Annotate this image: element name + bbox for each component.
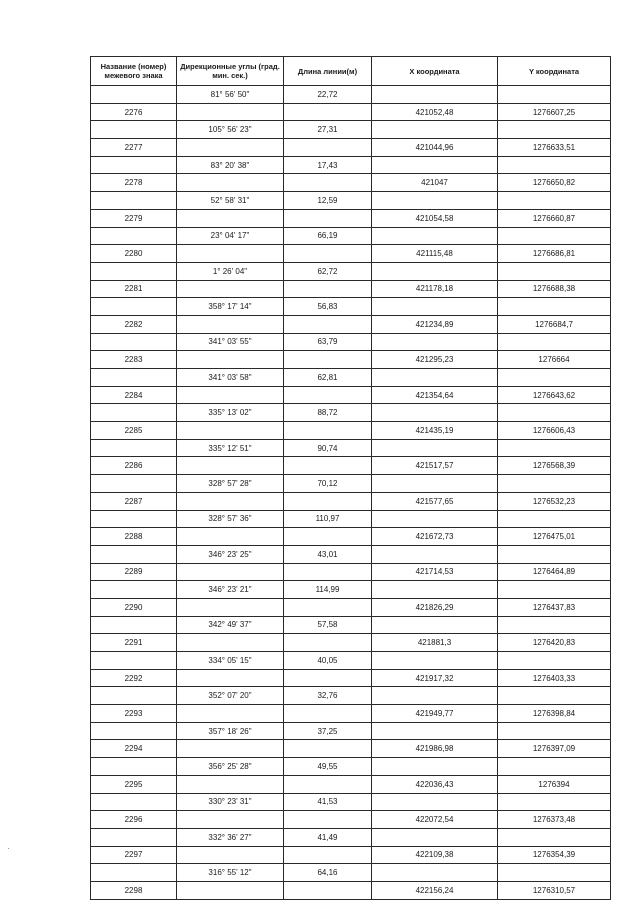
- point-name: 2284: [91, 386, 177, 404]
- point-name: 2295: [91, 775, 177, 793]
- empty-cell: [177, 174, 284, 192]
- empty-cell: [372, 864, 498, 882]
- empty-cell: [91, 828, 177, 846]
- point-x: 421986,98: [372, 740, 498, 758]
- empty-cell: [498, 722, 611, 740]
- segment-length: 63,79: [284, 333, 372, 351]
- scan-dot: [8, 848, 9, 849]
- empty-cell: [177, 280, 284, 298]
- point-name: 2277: [91, 139, 177, 157]
- point-row: [91, 315, 611, 333]
- empty-cell: [91, 758, 177, 776]
- empty-cell: [91, 722, 177, 740]
- empty-cell: [284, 103, 372, 121]
- empty-cell: [177, 422, 284, 440]
- point-x: 422156,24: [372, 881, 498, 899]
- segment-angle: 332° 36' 27": [177, 828, 284, 846]
- empty-cell: [284, 669, 372, 687]
- segment-angle: 328° 57' 36": [177, 510, 284, 528]
- point-name: 2289: [91, 563, 177, 581]
- empty-cell: [498, 545, 611, 563]
- empty-cell: [498, 616, 611, 634]
- point-name: 2288: [91, 528, 177, 546]
- empty-cell: [177, 634, 284, 652]
- empty-cell: [177, 563, 284, 581]
- empty-cell: [91, 369, 177, 387]
- segment-row: [91, 86, 611, 104]
- table-header-row: [91, 57, 611, 86]
- empty-cell: [284, 422, 372, 440]
- empty-cell: [372, 581, 498, 599]
- empty-cell: [91, 298, 177, 316]
- empty-cell: [177, 740, 284, 758]
- point-y: 1276686,81: [498, 245, 611, 263]
- point-row: [91, 775, 611, 793]
- empty-cell: [498, 581, 611, 599]
- empty-cell: [91, 793, 177, 811]
- point-name: 2286: [91, 457, 177, 475]
- point-name: 2281: [91, 280, 177, 298]
- empty-cell: [91, 121, 177, 139]
- point-row: [91, 846, 611, 864]
- point-name: 2280: [91, 245, 177, 263]
- empty-cell: [498, 864, 611, 882]
- empty-cell: [284, 174, 372, 192]
- empty-cell: [91, 475, 177, 493]
- empty-cell: [177, 881, 284, 899]
- point-y: 1276650,82: [498, 174, 611, 192]
- empty-cell: [498, 793, 611, 811]
- point-y: 1276394: [498, 775, 611, 793]
- empty-cell: [91, 545, 177, 563]
- segment-row: [91, 828, 611, 846]
- empty-cell: [177, 457, 284, 475]
- empty-cell: [284, 775, 372, 793]
- segment-row: [91, 227, 611, 245]
- point-y: 1276607,25: [498, 103, 611, 121]
- segment-angle: 23° 04' 17": [177, 227, 284, 245]
- empty-cell: [372, 192, 498, 210]
- empty-cell: [284, 811, 372, 829]
- empty-cell: [284, 563, 372, 581]
- header-angles: Дирекционные углы (град. мин. сек.): [177, 57, 284, 86]
- point-x: 421234,89: [372, 315, 498, 333]
- point-x: 421517,57: [372, 457, 498, 475]
- segment-length: 56,83: [284, 298, 372, 316]
- point-y: 1276354,39: [498, 846, 611, 864]
- empty-cell: [91, 652, 177, 670]
- segment-length: 37,25: [284, 722, 372, 740]
- segment-length: 40,05: [284, 652, 372, 670]
- header-y: Y координата: [498, 57, 611, 86]
- point-row: [91, 705, 611, 723]
- segment-angle: 341° 03' 58": [177, 369, 284, 387]
- point-name: 2283: [91, 351, 177, 369]
- point-x: 421052,48: [372, 103, 498, 121]
- point-name: 2276: [91, 103, 177, 121]
- empty-cell: [284, 245, 372, 263]
- segment-angle: 346° 23' 25": [177, 545, 284, 563]
- empty-cell: [284, 598, 372, 616]
- segment-angle: 52° 58' 31": [177, 192, 284, 210]
- point-x: 421295,23: [372, 351, 498, 369]
- point-y: 1276643,62: [498, 386, 611, 404]
- empty-cell: [177, 811, 284, 829]
- point-row: [91, 351, 611, 369]
- segment-row: [91, 156, 611, 174]
- segment-length: 62,72: [284, 262, 372, 280]
- point-y: 1276420,83: [498, 634, 611, 652]
- point-x: 422109,38: [372, 846, 498, 864]
- point-row: [91, 174, 611, 192]
- segment-length: 27,31: [284, 121, 372, 139]
- empty-cell: [91, 404, 177, 422]
- point-row: [91, 492, 611, 510]
- empty-cell: [498, 298, 611, 316]
- point-x: 421044,96: [372, 139, 498, 157]
- point-x: 421714,53: [372, 563, 498, 581]
- point-row: [91, 386, 611, 404]
- segment-angle: 358° 17' 14": [177, 298, 284, 316]
- empty-cell: [177, 245, 284, 263]
- point-y: 1276633,51: [498, 139, 611, 157]
- empty-cell: [498, 758, 611, 776]
- point-y: 1276606,43: [498, 422, 611, 440]
- point-name: 2291: [91, 634, 177, 652]
- point-x: 421115,48: [372, 245, 498, 263]
- empty-cell: [498, 510, 611, 528]
- empty-cell: [372, 227, 498, 245]
- empty-cell: [91, 864, 177, 882]
- segment-length: 17,43: [284, 156, 372, 174]
- point-row: [91, 245, 611, 263]
- point-row: [91, 457, 611, 475]
- point-x: 422072,54: [372, 811, 498, 829]
- point-name: 2294: [91, 740, 177, 758]
- point-x: 421054,58: [372, 209, 498, 227]
- empty-cell: [91, 227, 177, 245]
- segment-angle: 328° 57' 28": [177, 475, 284, 493]
- segment-row: [91, 758, 611, 776]
- empty-cell: [372, 333, 498, 351]
- point-x: 421435,19: [372, 422, 498, 440]
- point-row: [91, 280, 611, 298]
- point-name: 2296: [91, 811, 177, 829]
- empty-cell: [91, 510, 177, 528]
- empty-cell: [284, 740, 372, 758]
- empty-cell: [177, 103, 284, 121]
- segment-row: [91, 510, 611, 528]
- point-y: 1276464,89: [498, 563, 611, 581]
- empty-cell: [284, 209, 372, 227]
- segment-angle: 341° 03' 55": [177, 333, 284, 351]
- segment-row: [91, 581, 611, 599]
- empty-cell: [177, 351, 284, 369]
- point-row: [91, 209, 611, 227]
- header-x: X координата: [372, 57, 498, 86]
- empty-cell: [284, 457, 372, 475]
- point-row: [91, 528, 611, 546]
- segment-length: 43,01: [284, 545, 372, 563]
- segment-angle: 335° 12' 51": [177, 439, 284, 457]
- empty-cell: [91, 333, 177, 351]
- empty-cell: [284, 528, 372, 546]
- point-y: 1276660,87: [498, 209, 611, 227]
- point-y: 1276397,09: [498, 740, 611, 758]
- point-name: 2298: [91, 881, 177, 899]
- point-row: [91, 422, 611, 440]
- empty-cell: [284, 705, 372, 723]
- empty-cell: [498, 439, 611, 457]
- empty-cell: [177, 528, 284, 546]
- empty-cell: [372, 545, 498, 563]
- segment-angle: 357° 18' 26": [177, 722, 284, 740]
- empty-cell: [372, 86, 498, 104]
- empty-cell: [372, 475, 498, 493]
- empty-cell: [177, 775, 284, 793]
- empty-cell: [372, 510, 498, 528]
- empty-cell: [177, 846, 284, 864]
- empty-cell: [91, 192, 177, 210]
- empty-cell: [372, 439, 498, 457]
- segment-angle: 334° 05' 15": [177, 652, 284, 670]
- segment-row: [91, 616, 611, 634]
- empty-cell: [498, 192, 611, 210]
- segment-angle: 352° 07' 20": [177, 687, 284, 705]
- empty-cell: [177, 139, 284, 157]
- segment-angle: 105° 56' 23": [177, 121, 284, 139]
- segment-angle: 330° 23' 31": [177, 793, 284, 811]
- point-name: 2290: [91, 598, 177, 616]
- empty-cell: [372, 262, 498, 280]
- empty-cell: [284, 846, 372, 864]
- segment-row: [91, 298, 611, 316]
- segment-angle: 346° 23' 21": [177, 581, 284, 599]
- segment-row: [91, 192, 611, 210]
- segment-row: [91, 439, 611, 457]
- header-name: Название (номер) межевого знака: [91, 57, 177, 86]
- point-y: 1276310,57: [498, 881, 611, 899]
- empty-cell: [498, 227, 611, 245]
- empty-cell: [177, 669, 284, 687]
- segment-row: [91, 722, 611, 740]
- empty-cell: [372, 828, 498, 846]
- point-y: 1276403,33: [498, 669, 611, 687]
- segment-row: [91, 687, 611, 705]
- point-row: [91, 139, 611, 157]
- table-body: [91, 86, 611, 900]
- point-name: 2297: [91, 846, 177, 864]
- empty-cell: [372, 156, 498, 174]
- segment-row: [91, 475, 611, 493]
- empty-cell: [284, 315, 372, 333]
- segment-angle: 83° 20' 38": [177, 156, 284, 174]
- empty-cell: [177, 492, 284, 510]
- empty-cell: [372, 121, 498, 139]
- point-row: [91, 598, 611, 616]
- empty-cell: [372, 687, 498, 705]
- coordinates-table: [90, 56, 611, 900]
- segment-length: 110,97: [284, 510, 372, 528]
- empty-cell: [284, 881, 372, 899]
- empty-cell: [284, 351, 372, 369]
- segment-angle: 81° 56' 50": [177, 86, 284, 104]
- empty-cell: [91, 86, 177, 104]
- point-x: 421917,32: [372, 669, 498, 687]
- point-x: 421881,3: [372, 634, 498, 652]
- point-y: 1276373,48: [498, 811, 611, 829]
- point-y: 1276664: [498, 351, 611, 369]
- point-name: 2293: [91, 705, 177, 723]
- point-x: 421826,29: [372, 598, 498, 616]
- segment-length: 90,74: [284, 439, 372, 457]
- empty-cell: [498, 333, 611, 351]
- empty-cell: [91, 581, 177, 599]
- segment-length: 62,81: [284, 369, 372, 387]
- point-y: 1276684,7: [498, 315, 611, 333]
- point-row: [91, 563, 611, 581]
- segment-row: [91, 864, 611, 882]
- point-x: 421354,64: [372, 386, 498, 404]
- empty-cell: [284, 634, 372, 652]
- segment-row: [91, 262, 611, 280]
- segment-row: [91, 404, 611, 422]
- empty-cell: [498, 687, 611, 705]
- segment-length: 22,72: [284, 86, 372, 104]
- empty-cell: [498, 475, 611, 493]
- segment-length: 66,19: [284, 227, 372, 245]
- empty-cell: [91, 439, 177, 457]
- empty-cell: [177, 386, 284, 404]
- empty-cell: [372, 616, 498, 634]
- segment-length: 64,16: [284, 864, 372, 882]
- point-row: [91, 811, 611, 829]
- segment-angle: 356° 25' 28": [177, 758, 284, 776]
- empty-cell: [372, 758, 498, 776]
- empty-cell: [91, 616, 177, 634]
- segment-row: [91, 545, 611, 563]
- segment-length: 70,12: [284, 475, 372, 493]
- point-y: 1276398,84: [498, 705, 611, 723]
- point-x: 422036,43: [372, 775, 498, 793]
- point-y: 1276688,38: [498, 280, 611, 298]
- point-x: 421672,73: [372, 528, 498, 546]
- empty-cell: [372, 793, 498, 811]
- segment-length: 88,72: [284, 404, 372, 422]
- empty-cell: [498, 262, 611, 280]
- empty-cell: [284, 386, 372, 404]
- empty-cell: [372, 404, 498, 422]
- point-name: 2278: [91, 174, 177, 192]
- point-row: [91, 881, 611, 899]
- empty-cell: [372, 369, 498, 387]
- point-x: 421178,18: [372, 280, 498, 298]
- point-y: 1276532,23: [498, 492, 611, 510]
- segment-length: 114,99: [284, 581, 372, 599]
- point-x: 421047: [372, 174, 498, 192]
- point-x: 421949,77: [372, 705, 498, 723]
- empty-cell: [284, 492, 372, 510]
- empty-cell: [498, 369, 611, 387]
- segment-angle: 342° 49' 37": [177, 616, 284, 634]
- empty-cell: [498, 121, 611, 139]
- empty-cell: [372, 298, 498, 316]
- empty-cell: [498, 156, 611, 174]
- empty-cell: [498, 828, 611, 846]
- segment-length: 57,58: [284, 616, 372, 634]
- segment-length: 49,55: [284, 758, 372, 776]
- empty-cell: [91, 687, 177, 705]
- segment-angle: 316° 55' 12": [177, 864, 284, 882]
- point-row: [91, 669, 611, 687]
- point-row: [91, 740, 611, 758]
- point-name: 2285: [91, 422, 177, 440]
- segment-angle: 335° 13' 02": [177, 404, 284, 422]
- empty-cell: [177, 598, 284, 616]
- segment-row: [91, 369, 611, 387]
- empty-cell: [177, 209, 284, 227]
- empty-cell: [284, 139, 372, 157]
- empty-cell: [498, 652, 611, 670]
- empty-cell: [91, 262, 177, 280]
- empty-cell: [284, 280, 372, 298]
- empty-cell: [91, 156, 177, 174]
- segment-row: [91, 121, 611, 139]
- point-row: [91, 103, 611, 121]
- point-x: 421577,65: [372, 492, 498, 510]
- point-y: 1276568,39: [498, 457, 611, 475]
- empty-cell: [498, 404, 611, 422]
- empty-cell: [177, 705, 284, 723]
- point-row: [91, 634, 611, 652]
- empty-cell: [372, 652, 498, 670]
- point-name: 2292: [91, 669, 177, 687]
- header-length: Длина линии(м): [284, 57, 372, 86]
- segment-length: 32,76: [284, 687, 372, 705]
- empty-cell: [177, 315, 284, 333]
- segment-row: [91, 652, 611, 670]
- point-name: 2287: [91, 492, 177, 510]
- point-y: 1276475,01: [498, 528, 611, 546]
- point-y: 1276437,83: [498, 598, 611, 616]
- segment-length: 12,59: [284, 192, 372, 210]
- empty-cell: [372, 722, 498, 740]
- empty-cell: [498, 86, 611, 104]
- segment-angle: 1° 26' 04": [177, 262, 284, 280]
- point-name: 2282: [91, 315, 177, 333]
- segment-row: [91, 793, 611, 811]
- point-name: 2279: [91, 209, 177, 227]
- segment-length: 41,53: [284, 793, 372, 811]
- segment-length: 41,49: [284, 828, 372, 846]
- segment-row: [91, 333, 611, 351]
